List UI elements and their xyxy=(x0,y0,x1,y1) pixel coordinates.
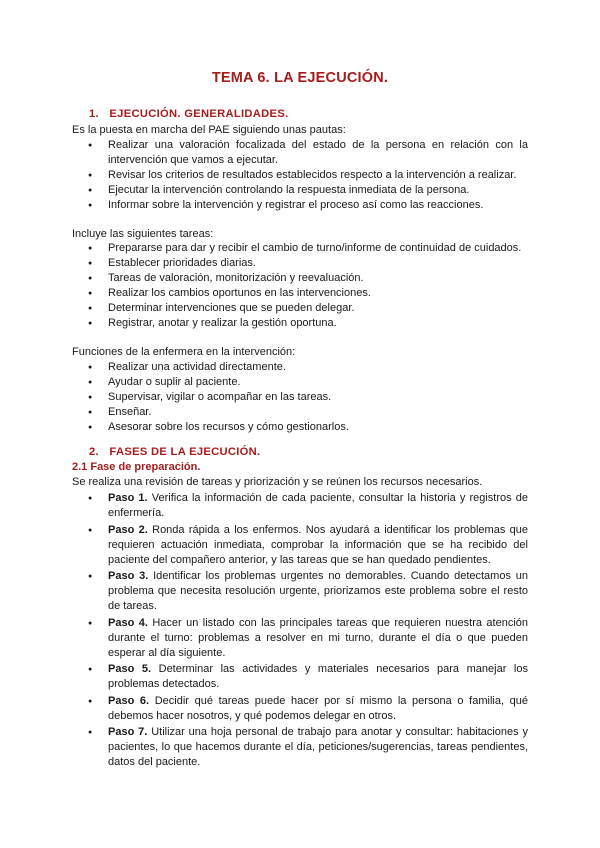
section-1-heading xyxy=(72,108,289,120)
subsection-2-1-heading: 2.1 Fase de preparación. xyxy=(72,461,201,473)
list-item: ● Determinar intervenciones que se pueden delegar. xyxy=(72,301,528,316)
step-text: Hacer un listado con las principales tareas que requieren nuestra atención durante el turno: problemas a resolver en mi turno, durante el día o que pueden esperar al día siguiente. xyxy=(108,616,528,659)
list-item: ● Informar sobre la intervención y registrar el proceso así como las reacciones. xyxy=(72,198,528,213)
step-text: Ronda rápida a los enfermos. Nos ayudará a identificar los problemas que requieren actuación inmediata, comprobar la información que se ha recibido del paciente del compañero anterior, y las tareas que se han quedado pendientes. xyxy=(108,523,528,566)
section-2-heading xyxy=(72,446,260,458)
list-item xyxy=(72,569,528,614)
step-text: Utilizar una hoja personal de trabajo para anotar y consultar: habitaciones y pacientes, lo que hacemos durante el día, peticiones/sugerencias, tareas pendientes, datos del paciente. xyxy=(108,726,529,768)
list-item xyxy=(72,523,528,568)
step-text: Verifica la información de cada paciente, consultar la historia y registros de enfermería. xyxy=(108,492,528,519)
list-item: ● Realizar una actividad directamente. xyxy=(72,360,528,375)
list-item: ● Realizar una valoración focalizada del estado de la persona en relación con la intervención que vamos a ejecutar. xyxy=(72,138,528,168)
pasos-list xyxy=(72,491,528,772)
step-label: Paso 4. xyxy=(108,616,148,629)
step-text: Identificar los problemas urgentes no demorables. Cuando detectamos un problema que necesita resolución urgente, priorizamos este problema sobre el resto de tareas. xyxy=(108,570,529,612)
funciones-intro: Funciones de la enfermera en la intervención: xyxy=(72,346,296,358)
list-item: ● Registrar, anotar y realizar la gestión oportuna. xyxy=(72,316,528,331)
funciones-list xyxy=(72,360,528,435)
step-label: Paso 1. xyxy=(108,492,148,504)
page-title: TEMA 6. LA EJECUCIÓN. xyxy=(211,70,389,86)
list-item: ● Ayudar o suplir al paciente. xyxy=(72,375,528,390)
step-label: Paso 7. xyxy=(108,726,148,738)
step-label: Paso 5. xyxy=(108,663,152,675)
list-item: ● Tareas de valoración, monitorización y reevaluación. xyxy=(72,271,528,286)
section-1-number: 1. xyxy=(89,108,99,120)
list-item xyxy=(72,662,528,692)
list-item: ● Asesorar sobre los recursos y cómo gestionarlos. xyxy=(72,420,528,435)
tareas-intro: Incluye las siguientes tareas: xyxy=(72,228,214,240)
step-label: Paso 6. xyxy=(108,694,150,707)
section-2-title: FASES DE LA EJECUCIÓN. xyxy=(109,446,261,458)
step-text: Determinar las actividades y materiales necesarios para manejar los problemas detectados. xyxy=(108,663,528,690)
tareas-list xyxy=(72,241,528,331)
list-item: ● Revisar los criterios de resultados establecidos respecto a la intervención a realizar. xyxy=(72,168,528,183)
list-item xyxy=(72,491,528,521)
list-item xyxy=(72,694,528,724)
list-item: ● Prepararse para dar y recibir el cambio de turno/informe de continuidad de cuidados. xyxy=(72,241,528,256)
section-1-intro: Es la puesta en marcha del PAE siguiendo unas pautas: xyxy=(72,124,346,136)
section-1-title: EJECUCIÓN. GENERALIDADES. xyxy=(109,108,289,120)
section-2-number: 2. xyxy=(89,446,99,458)
list-item: ● Realizar los cambios oportunos en las intervenciones. xyxy=(72,286,528,301)
step-label: Paso 2. xyxy=(108,523,148,536)
list-item: ● Supervisar, vigilar o acompañar en las tareas. xyxy=(72,390,528,405)
list-item xyxy=(72,725,528,770)
section-2-intro: Se realiza una revisión de tareas y priorización y se reúnen los recursos necesarios. xyxy=(72,476,483,488)
step-text: Decidir qué tareas puede hacer por sí mismo la persona o familia, qué debemos hacer nosotros, y qué podemos delegar en otros. xyxy=(108,694,528,722)
list-item: ● Establecer prioridades diarias. xyxy=(72,256,528,271)
list-item xyxy=(72,616,528,661)
list-item: ● Ejecutar la intervención controlando la respuesta inmediata de la persona. xyxy=(72,183,528,198)
list-item: ● Enseñar. xyxy=(72,405,528,420)
pautas-list xyxy=(72,138,528,213)
step-label: Paso 3. xyxy=(108,570,149,582)
